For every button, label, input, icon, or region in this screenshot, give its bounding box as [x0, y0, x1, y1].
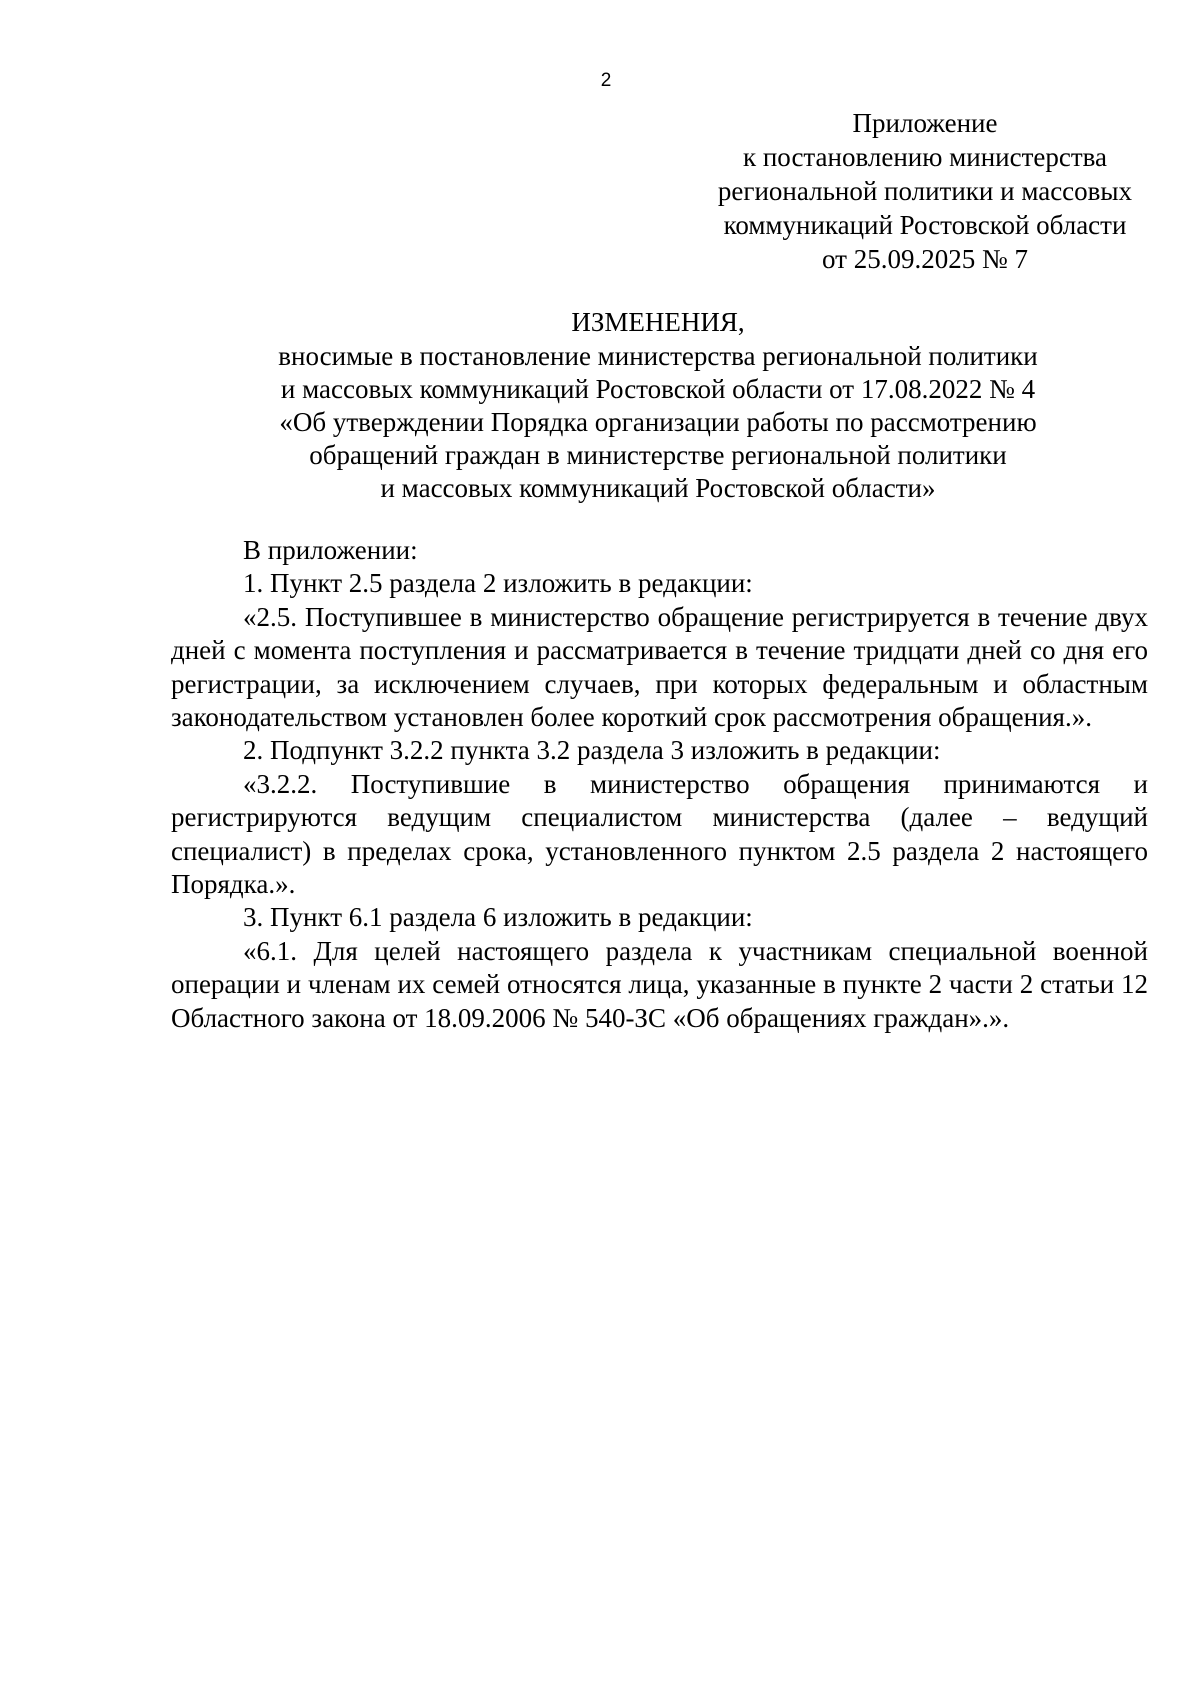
- body-paragraph: «2.5. Поступившее в министерство обращение регистрируется в течение двух дней с момента поступления и рассматривается в течение тридцати дней со дня его регистрации, за исключением случаев, при которых федеральным и областным законодательством установлен более короткий срок рассмотрения обращения.».: [171, 601, 1148, 733]
- body-paragraph: 3. Пункт 6.1 раздела 6 изложить в редакции:: [243, 902, 753, 933]
- title-line: и массовых коммуникаций Ростовской области от 17.08.2022 № 4: [280, 374, 1036, 404]
- appendix-line: коммуникаций Ростовской области: [723, 210, 1127, 240]
- appendix-line: к постановлению министерства: [742, 142, 1108, 172]
- appendix-line: региональной политики и массовых: [717, 176, 1133, 206]
- title-main: ИЗМЕНЕНИЯ,: [571, 307, 745, 337]
- title-line: обращений граждан в министерстве региональной политики: [309, 440, 1007, 470]
- appendix-line: от 25.09.2025 № 7: [822, 244, 1028, 274]
- body-paragraph: 2. Подпункт 3.2.2 пункта 3.2 раздела 3 изложить в редакции:: [243, 735, 941, 766]
- body-paragraph: В приложении:: [243, 535, 418, 565]
- body-paragraph: 1. Пункт 2.5 раздела 2 изложить в редакции:: [243, 568, 753, 599]
- appendix-header: [690, 106, 1160, 276]
- body-paragraph: «6.1. Для целей настоящего раздела к участникам специальной военной операции и членам их семей относятся лица, указанные в пункте 2 части 2 статьи 12 Областного закона от 18.09.2006 № 540-ЗС «Об обращениях граждан».».: [171, 935, 1148, 1033]
- appendix-line: Приложение: [852, 108, 998, 138]
- document-title: [170, 306, 1146, 505]
- title-line: вносимые в постановление министерства региональной политики: [278, 341, 1038, 371]
- title-line: и массовых коммуникаций Ростовской области»: [380, 473, 936, 503]
- page-number: 2: [600, 70, 612, 91]
- document-body: [171, 534, 1148, 1035]
- body-paragraph: «3.2.2. Поступившие в министерство обращения принимаются и регистрируются ведущим специалистом министерства (далее – ведущий специалист) в пределах срока, установленного пунктом 2.5 раздела 2 настоящего Порядка.».: [171, 768, 1148, 900]
- title-line: «Об утверждении Порядка организации работы по рассмотрению: [279, 407, 1037, 437]
